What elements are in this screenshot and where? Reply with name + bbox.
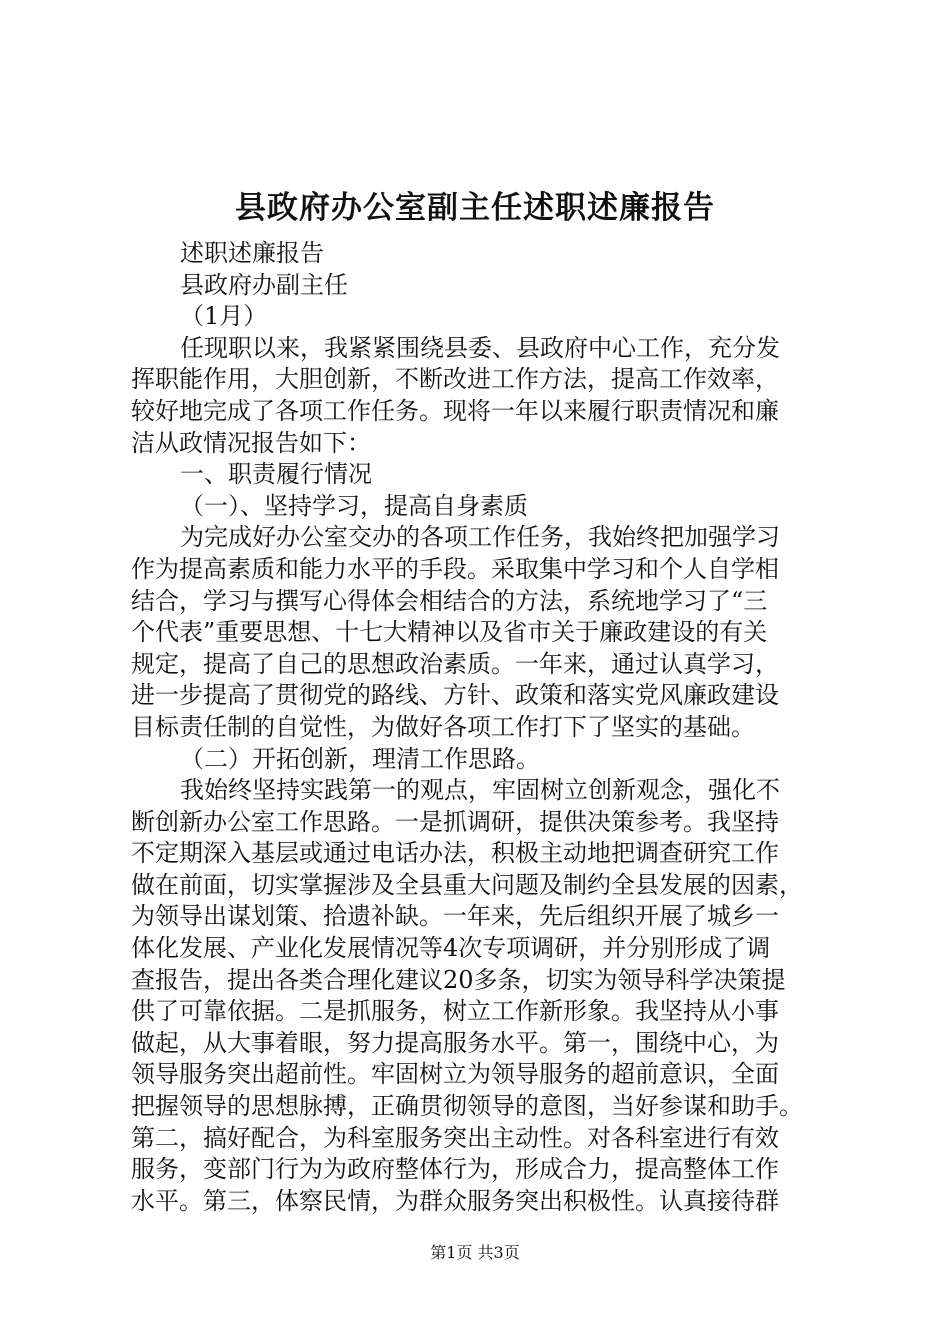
paragraph-line: 体化发展、产业化发展情况等4次专项调研，并分别形成了调 (131, 934, 771, 963)
paragraph-line: 供了可靠依据。二是抓服务，树立工作新形象。我坚持从小事 (131, 997, 779, 1026)
paragraph-line: （1月） (180, 302, 268, 331)
paragraph-line: 把握领导的思想脉搏，正确贯彻领导的意图，当好参谋和助手。 (131, 1092, 803, 1121)
paragraph-line: 领导服务突出超前性。牢固树立为领导服务的超前意识，全面 (131, 1060, 779, 1089)
paragraph-line: 为领导出谋划策、拾遗补缺。一年来，先后组织开展了城乡一 (131, 902, 779, 931)
paragraph-line: 规定，提高了自己的思想政治素质。一年来，通过认真学习， (131, 649, 779, 678)
subsection-heading: （二）开拓创新，理清工作思路。 (180, 744, 540, 773)
paragraph-line: 水平。第三，体察民情，为群众服务突出积极性。认真接待群 (131, 1186, 779, 1215)
paragraph-line: 作为提高素质和能力水平的手段。采取集中学习和个人自学相 (131, 554, 779, 583)
document-title: 县政府办公室副主任述职述廉报告 (235, 190, 715, 226)
paragraph-line: 挥职能作用，大胆创新，不断改进工作方法，提高工作效率， (131, 365, 779, 394)
paragraph-line: 做起，从大事着眼，努力提高服务水平。第一，围绕中心，为 (131, 1028, 779, 1057)
paragraph-line: 洁从政情况报告如下： (131, 428, 371, 457)
page-footer: 第1页 共3页 (430, 1243, 520, 1262)
paragraph-line: 较好地完成了各项工作任务。现将一年以来履行职责情况和廉 (131, 396, 779, 425)
paragraph-line: 述职述廉报告 (180, 239, 324, 267)
paragraph-line: 为完成好办公室交办的各项工作任务，我始终把加强学习 (180, 523, 780, 552)
paragraph-line: 不定期深入基层或通过电话办法，积极主动地把调查研究工作 (131, 839, 779, 868)
paragraph-line: 个代表”重要思想、十七大精神以及省市关于廉政建设的有关 (131, 618, 768, 647)
paragraph-line: 第二，搞好配合，为科室服务突出主动性。对各科室进行有效 (131, 1123, 779, 1152)
paragraph-line: 县政府办副主任 (180, 270, 348, 299)
paragraph-line: 结合，学习与撰写心得体会相结合的方法，系统地学习了“三 (131, 586, 768, 615)
section-heading: 一、职责履行情况 (180, 460, 372, 489)
paragraph-line: 做在前面，切实掌握涉及全县重大问题及制约全县发展的因素， (131, 870, 803, 899)
paragraph-line: 进一步提高了贯彻党的路线、方针、政策和落实党风廉政建设 (131, 681, 779, 710)
paragraph-line: 查报告，提出各类合理化建议20多条，切实为领导科学决策提 (131, 965, 786, 994)
paragraph-line: 服务，变部门行为为政府整体行为，形成合力，提高整体工作 (131, 1155, 779, 1184)
paragraph-line: 我始终坚持实践第一的观点，牢固树立创新观念，强化不 (180, 776, 780, 805)
paragraph-line: 断创新办公室工作思路。一是抓调研，提供决策参考。我坚持 (131, 807, 779, 836)
paragraph-line: 任现职以来，我紧紧围绕县委、县政府中心工作，充分发 (180, 333, 780, 362)
paragraph-line: 目标责任制的自觉性，为做好各项工作打下了坚实的基础。 (131, 712, 755, 741)
subsection-heading: （一）、坚持学习，提高自身素质 (180, 491, 528, 520)
document-body (131, 238, 831, 1217)
